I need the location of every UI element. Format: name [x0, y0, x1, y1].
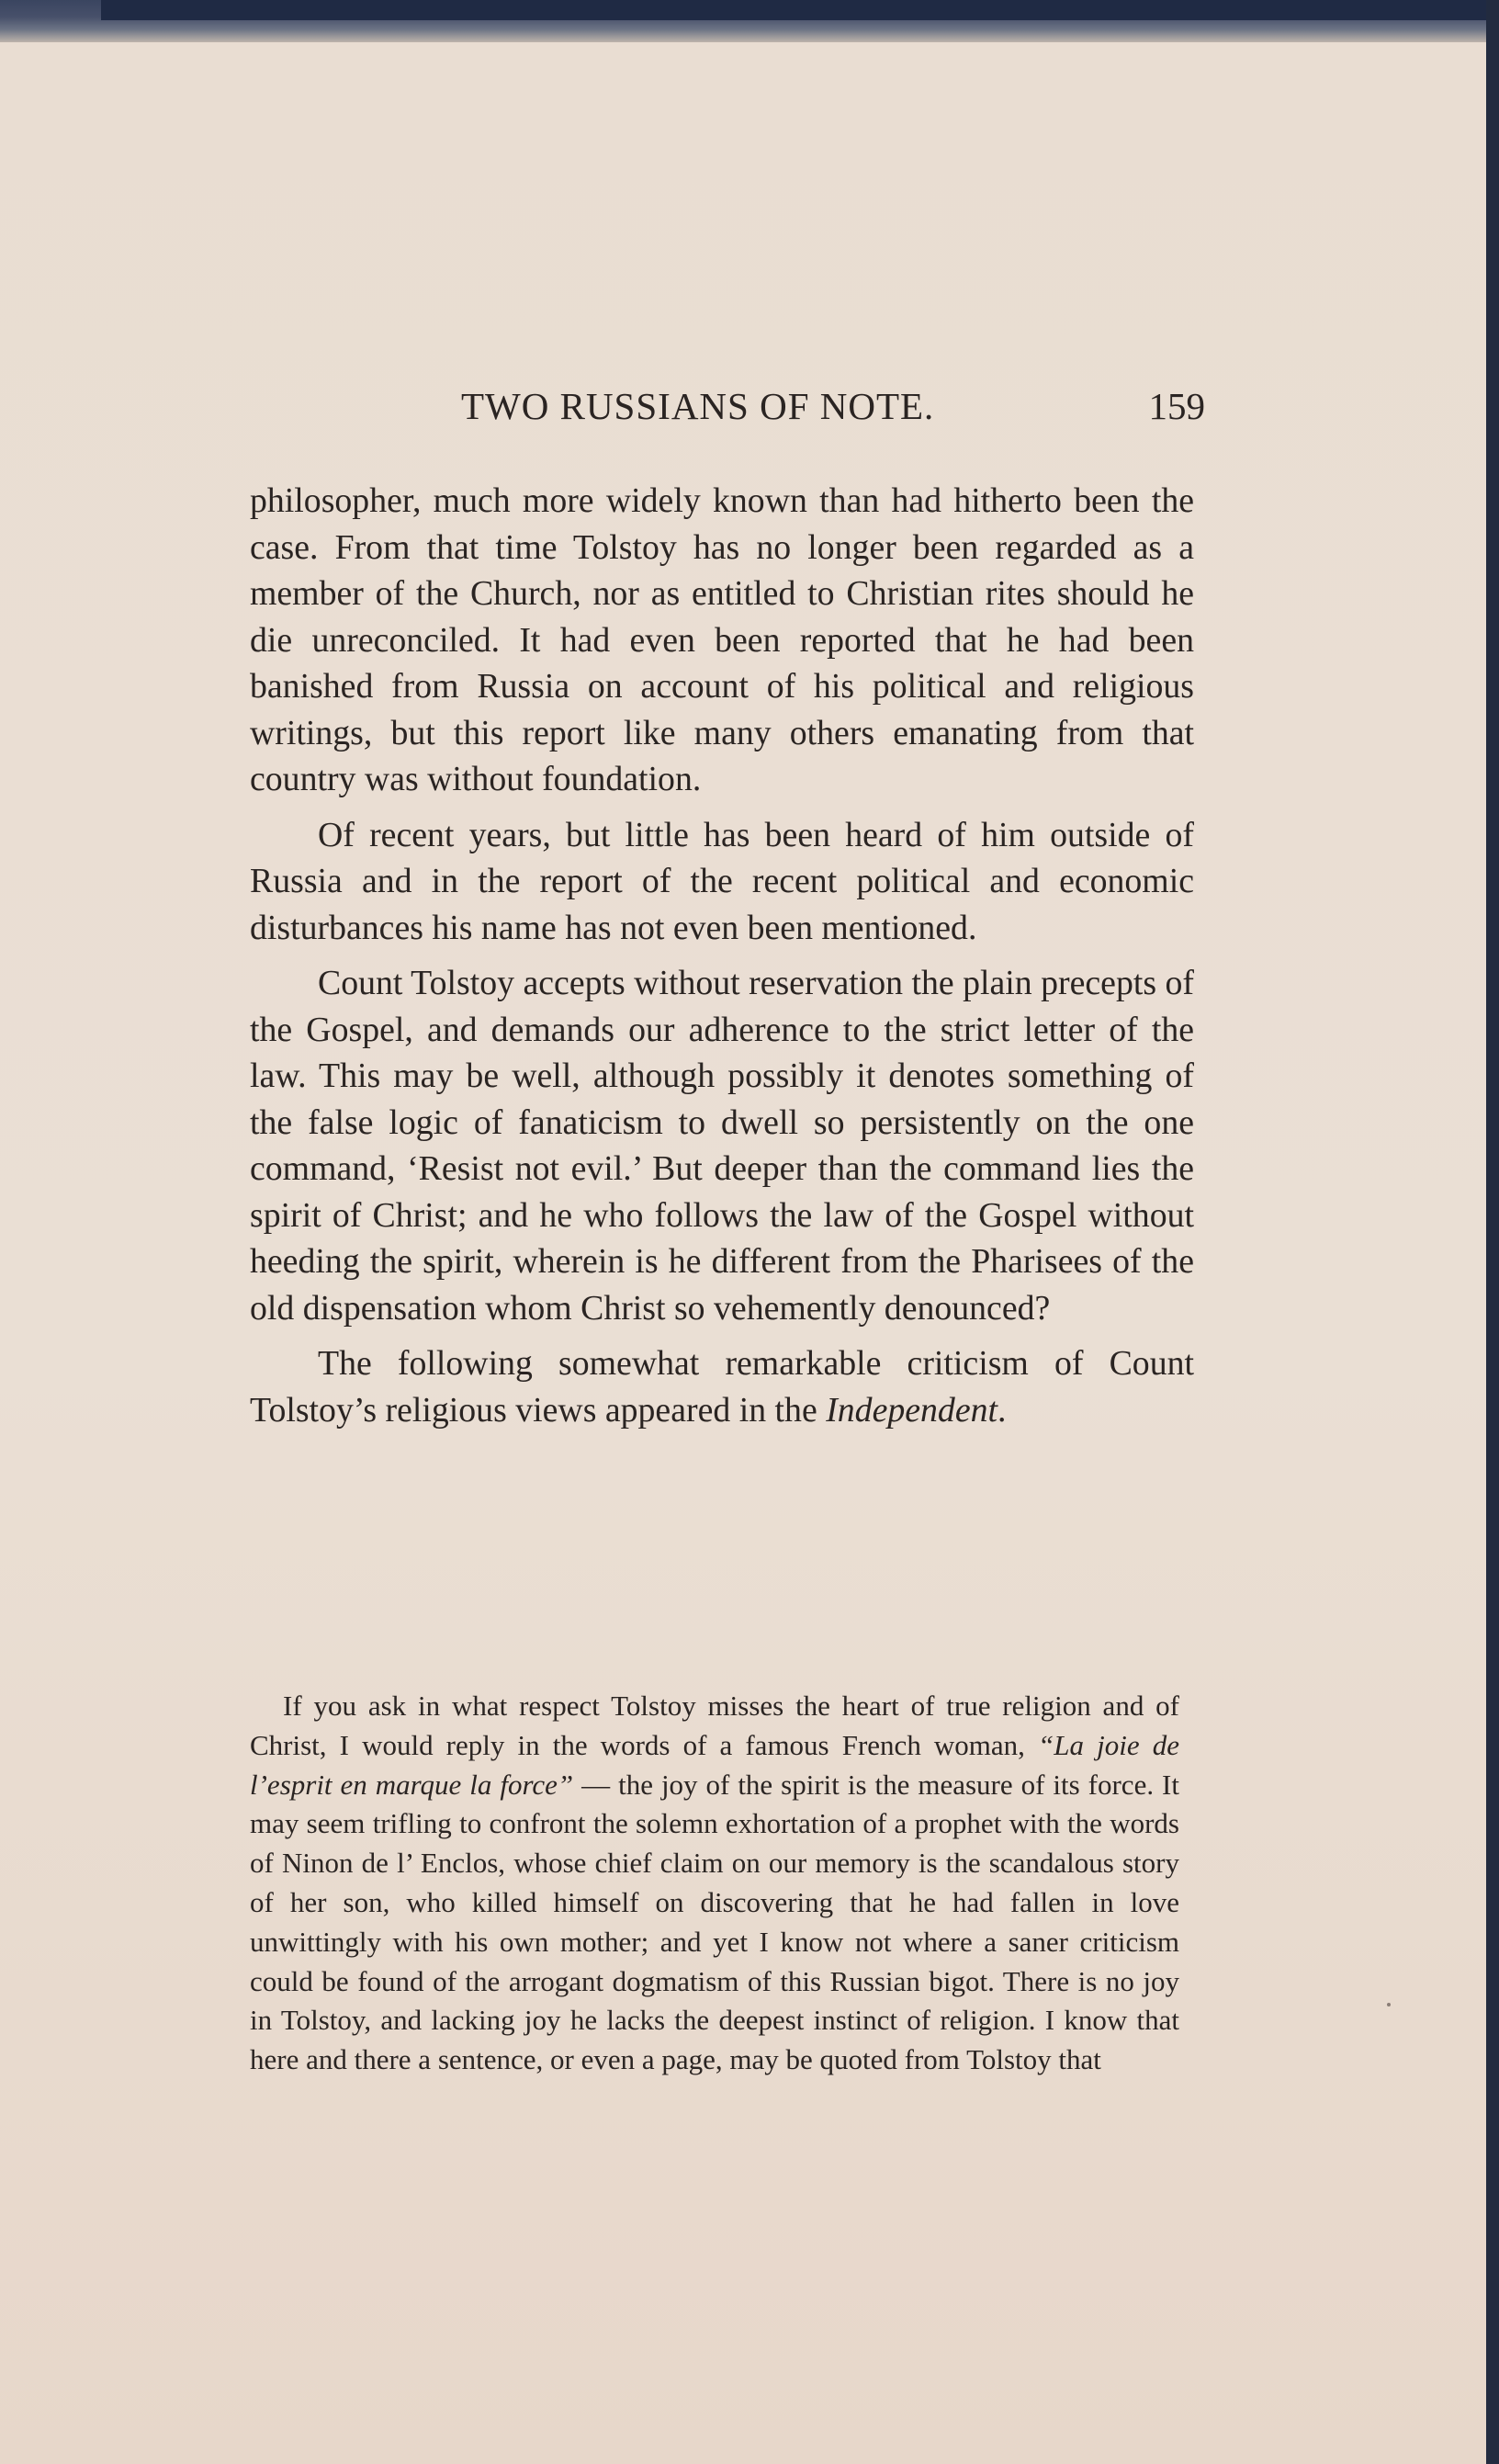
french-quote: “La joie de l’esprit en marque la force” — [250, 1728, 1179, 1801]
page-number: 159 — [1148, 385, 1205, 427]
paper-speck — [1387, 2003, 1391, 2006]
paragraph: Of recent years, but little has been heard of him outside of Russia and in the report of the recent political and economic disturbances his name has not even been mentioned. — [250, 815, 1194, 947]
page-right-edge — [1486, 0, 1499, 2464]
quotation-paragraph — [250, 1687, 1179, 2080]
quotation-text: If you ask in what respect Tolstoy misses the heart of true religion and of Christ, I would reply in the words of a famous French woman, — [250, 1690, 1179, 1761]
block-quotation — [250, 1687, 1179, 2080]
book-cover-edge — [101, 0, 1499, 20]
running-title: TWO RUSSIANS OF NOTE. — [461, 385, 935, 427]
quotation-text: — the joy of the spirit is the measure of its force. It may seem trifling to confront the solemn exhortation of a prophet with the words of Ninon de l’ Enclos, whose chief claim on our memory is the scandalous story of her son, who killed himself on discovering that he had fallen in love unwittingly with his own mother; and yet I know not where a saner criticism could be found of the arrogant dogmatism of this Russian bigot. There is no joy in Tolstoy, and lacking joy he lacks the deepest instinct of religion. I know that here and there a sentence, or even a page, may be quoted from Tolstoy that — [250, 1768, 1179, 2076]
periodical-title: Independent — [826, 1390, 997, 1430]
paragraph — [250, 1340, 1194, 1433]
paragraph-text: The following somewhat remarkable criticism of Count Tolstoy’s religious views appeared in the — [250, 1344, 1194, 1430]
paragraph: Count Tolstoy accepts without reservation the plain precepts of the Gospel, and demands our adherence to the strict letter of the law. This may be well, although possibly it denotes something of the false logic of fanaticism to dwell so persistently on the one command, ‘Resist not evil.’ But deeper than the command lies the spirit of Christ; and he who follows the law of the Gospel without heeding the spirit, wherein is he different from the Pharisees of the old dispensation whom Christ so vehemently denounced? — [250, 964, 1194, 1328]
paragraph-text: . — [997, 1390, 1007, 1430]
page-top-edge — [0, 0, 1499, 42]
paragraph: philosopher, much more widely known than had hitherto been the case. From that time Tolstoy has no longer been regarded as a member of the Church, nor as entitled to Christian rites should he die unreconciled. It had even been reported that he had been banished from Russia on account of his political and religious writings, but this report like many others emanating from that country was without foundation. — [250, 481, 1194, 798]
main-text — [250, 478, 1194, 1442]
running-head — [250, 384, 1205, 439]
